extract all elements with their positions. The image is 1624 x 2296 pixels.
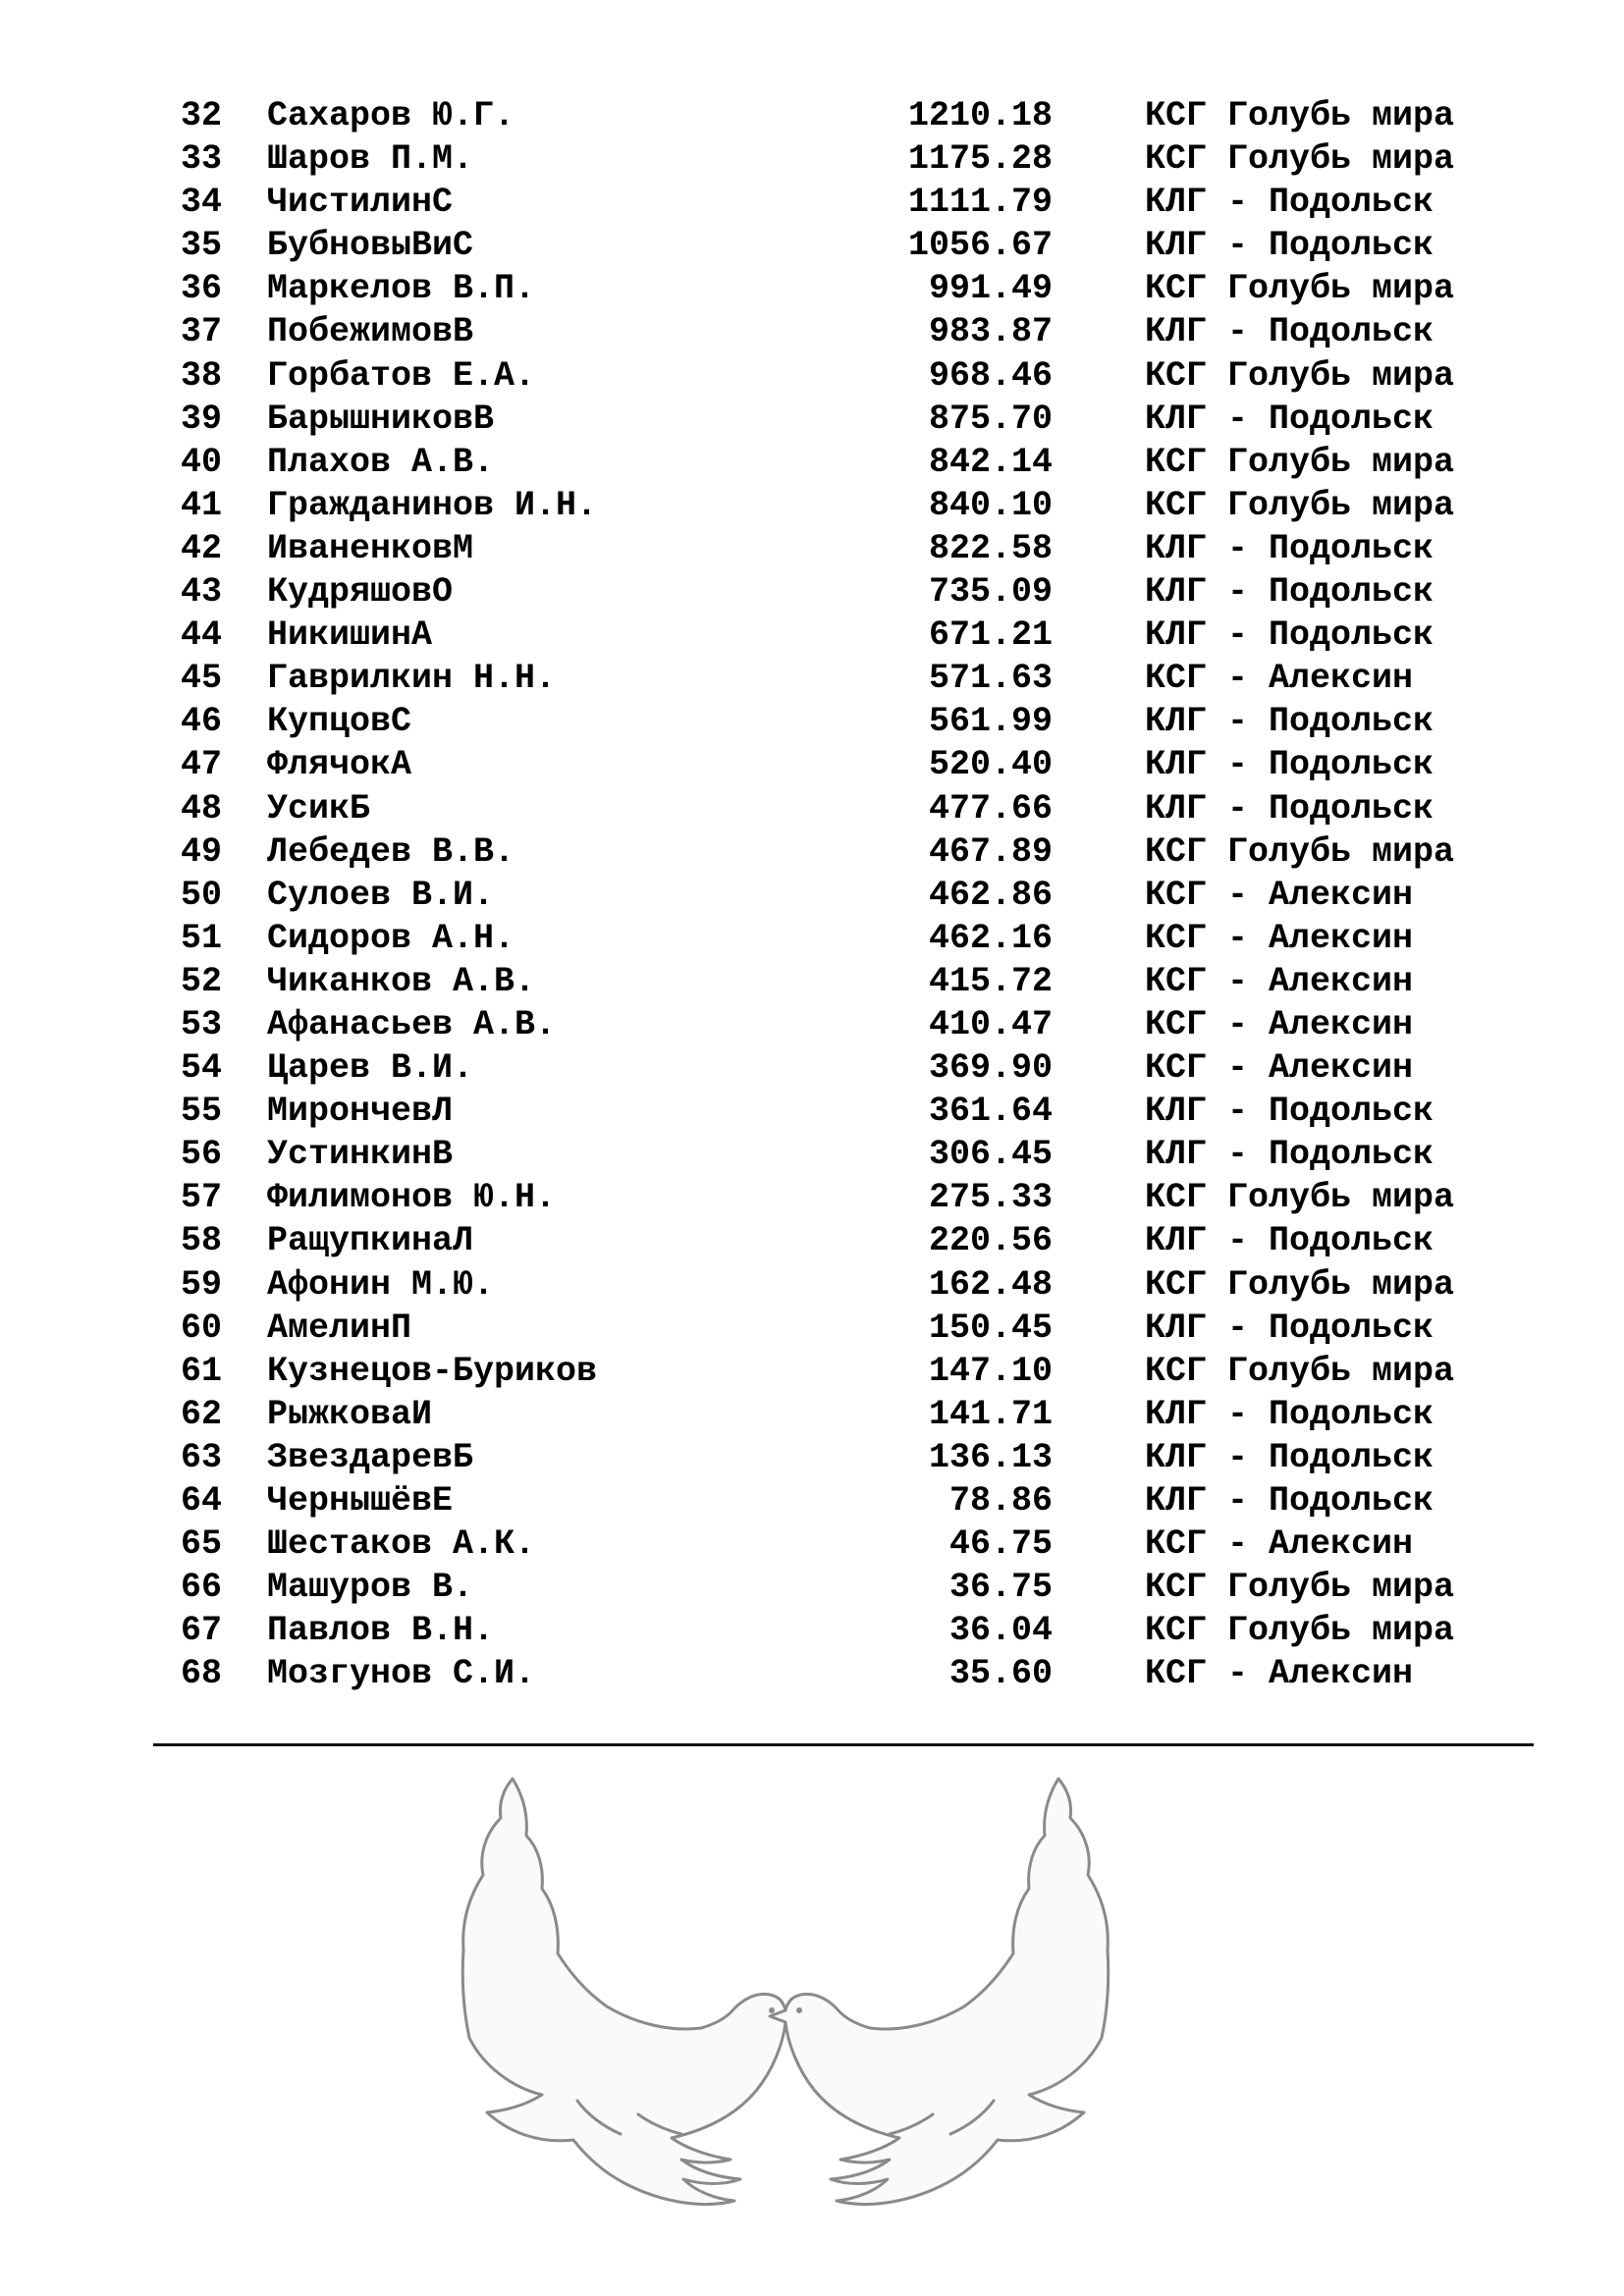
score-cell: 275.33 <box>928 1178 1053 1218</box>
table-row <box>0 310 1624 353</box>
club-cell: КСГ Голубь мира <box>1145 1178 1455 1218</box>
place-cell: 47 <box>180 745 222 785</box>
score-cell: 46.75 <box>948 1524 1053 1565</box>
table-row <box>0 398 1624 441</box>
name-cell: Шестаков А.К. <box>267 1524 536 1565</box>
name-cell: ЧистилинС <box>267 183 454 223</box>
club-cell: КСГ Голубь мира <box>1145 355 1455 396</box>
place-cell: 62 <box>180 1394 222 1434</box>
name-cell: БубновыВиС <box>267 226 474 266</box>
club-cell: КЛГ - Подольск <box>1145 1221 1435 1261</box>
place-cell: 68 <box>180 1654 222 1694</box>
place-cell: 61 <box>180 1351 222 1391</box>
table-row <box>0 1393 1624 1436</box>
place-cell: 35 <box>180 226 222 266</box>
place-cell: 42 <box>180 528 222 568</box>
name-cell: Машуров В. <box>267 1568 474 1608</box>
club-cell: КЛГ - Подольск <box>1145 572 1435 613</box>
table-row <box>0 1522 1624 1566</box>
club-cell: КЛГ - Подольск <box>1145 1437 1435 1477</box>
place-cell: 43 <box>180 572 222 613</box>
place-cell: 57 <box>180 1178 222 1218</box>
table-row <box>0 181 1624 224</box>
club-cell: КЛГ - Подольск <box>1145 1394 1435 1434</box>
place-cell: 32 <box>180 96 222 135</box>
score-cell: 462.86 <box>928 875 1053 915</box>
place-cell: 51 <box>180 918 222 958</box>
table-row <box>0 614 1624 657</box>
place-cell: 56 <box>180 1135 222 1175</box>
place-cell: 44 <box>180 615 222 656</box>
score-cell: 306.45 <box>928 1135 1053 1175</box>
place-cell: 48 <box>180 788 222 828</box>
table-row <box>0 484 1624 527</box>
club-cell: КЛГ - Подольск <box>1145 788 1435 828</box>
table-row <box>0 224 1624 267</box>
club-cell: КСГ - Алексин <box>1145 1048 1414 1089</box>
name-cell: Гаврилкин Н.Н. <box>267 659 557 699</box>
name-cell: УсикБ <box>267 788 371 828</box>
right-dove-icon <box>770 1779 1109 2205</box>
name-cell: Сахаров Ю.Г. <box>267 96 515 135</box>
table-row <box>0 137 1624 181</box>
two-doves-icon <box>440 1775 1131 2234</box>
table-row <box>0 527 1624 570</box>
table-row <box>0 960 1624 1003</box>
name-cell: Кузнецов-Буриков <box>267 1351 598 1391</box>
score-cell: 571.63 <box>928 659 1053 699</box>
table-row <box>0 917 1624 960</box>
place-cell: 59 <box>180 1264 222 1305</box>
score-cell: 477.66 <box>928 788 1053 828</box>
place-cell: 65 <box>180 1524 222 1565</box>
name-cell: Афонин М.Ю. <box>267 1264 495 1305</box>
score-cell: 361.64 <box>928 1092 1053 1132</box>
place-cell: 66 <box>180 1568 222 1608</box>
score-cell: 147.10 <box>928 1351 1053 1391</box>
table-row <box>0 94 1624 137</box>
place-cell: 54 <box>180 1048 222 1089</box>
score-cell: 968.46 <box>928 355 1053 396</box>
club-cell: КСГ Голубь мира <box>1145 1351 1455 1391</box>
place-cell: 55 <box>180 1092 222 1132</box>
name-cell: ИваненковМ <box>267 528 474 568</box>
score-cell: 840.10 <box>928 485 1053 525</box>
club-cell: КСГ - Алексин <box>1145 875 1414 915</box>
name-cell: Сулоев В.И. <box>267 875 495 915</box>
club-cell: КСГ Голубь мира <box>1145 269 1455 309</box>
table-row <box>0 743 1624 786</box>
place-cell: 45 <box>180 659 222 699</box>
score-cell: 735.09 <box>928 572 1053 613</box>
table-row <box>0 1176 1624 1219</box>
name-cell: Филимонов Ю.Н. <box>267 1178 557 1218</box>
table-row <box>0 1263 1624 1307</box>
table-row <box>0 1350 1624 1393</box>
name-cell: ЗвездаревБ <box>267 1437 474 1477</box>
name-cell: КупцовС <box>267 702 412 742</box>
score-cell: 1056.67 <box>907 226 1053 266</box>
club-cell: КСГ Голубь мира <box>1145 1568 1455 1608</box>
score-cell: 78.86 <box>948 1481 1053 1521</box>
table-row <box>0 1436 1624 1479</box>
club-cell: КЛГ - Подольск <box>1145 1481 1435 1521</box>
score-cell: 671.21 <box>928 615 1053 656</box>
place-cell: 60 <box>180 1308 222 1348</box>
table-row <box>0 1219 1624 1262</box>
club-cell: КСГ Голубь мира <box>1145 831 1455 872</box>
name-cell: УстинкинВ <box>267 1135 454 1175</box>
place-cell: 41 <box>180 485 222 525</box>
club-cell: КСГ Голубь мира <box>1145 485 1455 525</box>
club-cell: КСГ - Алексин <box>1145 1654 1414 1694</box>
club-cell: КСГ Голубь мира <box>1145 1264 1455 1305</box>
name-cell: Сидоров А.Н. <box>267 918 515 958</box>
table-row <box>0 1652 1624 1695</box>
place-cell: 38 <box>180 355 222 396</box>
club-cell: КЛГ - Подольск <box>1145 183 1435 223</box>
club-cell: КСГ Голубь мира <box>1145 1611 1455 1651</box>
place-cell: 36 <box>180 269 222 309</box>
name-cell: Лебедев В.В. <box>267 831 515 872</box>
place-cell: 52 <box>180 961 222 1001</box>
place-cell: 63 <box>180 1437 222 1477</box>
name-cell: Горбатов Е.А. <box>267 355 536 396</box>
score-cell: 410.47 <box>928 1004 1053 1044</box>
table-row <box>0 1090 1624 1133</box>
name-cell: РащупкинаЛ <box>267 1221 474 1261</box>
table-row <box>0 657 1624 700</box>
place-cell: 34 <box>180 183 222 223</box>
table-row <box>0 354 1624 398</box>
table-row <box>0 1609 1624 1652</box>
club-cell: КЛГ - Подольск <box>1145 1135 1435 1175</box>
divider-line <box>153 1743 1534 1746</box>
table-row <box>0 830 1624 874</box>
club-cell: КСГ Голубь мира <box>1145 139 1455 180</box>
name-cell: ФлячокА <box>267 745 412 785</box>
club-cell: КЛГ - Подольск <box>1145 745 1435 785</box>
results-table <box>0 94 1624 1695</box>
score-cell: 136.13 <box>928 1437 1053 1477</box>
club-cell: КСГ - Алексин <box>1145 1004 1414 1044</box>
club-cell: КСГ - Алексин <box>1145 961 1414 1001</box>
score-cell: 983.87 <box>928 312 1053 352</box>
club-cell: КСГ - Алексин <box>1145 659 1414 699</box>
score-cell: 822.58 <box>928 528 1053 568</box>
name-cell: МирончевЛ <box>267 1092 454 1132</box>
place-cell: 46 <box>180 702 222 742</box>
name-cell: Маркелов В.П. <box>267 269 536 309</box>
table-row <box>0 1307 1624 1350</box>
score-cell: 369.90 <box>928 1048 1053 1089</box>
place-cell: 39 <box>180 399 222 439</box>
score-cell: 220.56 <box>928 1221 1053 1261</box>
place-cell: 64 <box>180 1481 222 1521</box>
name-cell: АмелинП <box>267 1308 412 1348</box>
club-cell: КЛГ - Подольск <box>1145 702 1435 742</box>
score-cell: 1111.79 <box>907 183 1053 223</box>
place-cell: 58 <box>180 1221 222 1261</box>
table-row <box>0 441 1624 484</box>
score-cell: 467.89 <box>928 831 1053 872</box>
name-cell: Афанасьев А.В. <box>267 1004 557 1044</box>
name-cell: БарышниковВ <box>267 399 495 439</box>
name-cell: ЧернышёвЕ <box>267 1481 454 1521</box>
score-cell: 162.48 <box>928 1264 1053 1305</box>
score-cell: 561.99 <box>928 702 1053 742</box>
score-cell: 35.60 <box>948 1654 1053 1694</box>
place-cell: 40 <box>180 442 222 482</box>
left-dove-icon <box>462 1779 801 2205</box>
place-cell: 37 <box>180 312 222 352</box>
club-cell: КЛГ - Подольск <box>1145 1092 1435 1132</box>
name-cell: Павлов В.Н. <box>267 1611 495 1651</box>
club-cell: КСГ - Алексин <box>1145 918 1414 958</box>
name-cell: Плахов А.В. <box>267 442 495 482</box>
club-cell: КЛГ - Подольск <box>1145 399 1435 439</box>
club-cell: КЛГ - Подольск <box>1145 615 1435 656</box>
score-cell: 462.16 <box>928 918 1053 958</box>
score-cell: 842.14 <box>928 442 1053 482</box>
table-row <box>0 1566 1624 1609</box>
place-cell: 49 <box>180 831 222 872</box>
club-cell: КСГ Голубь мира <box>1145 96 1455 135</box>
club-cell: КЛГ - Подольск <box>1145 1308 1435 1348</box>
score-cell: 1210.18 <box>907 96 1053 135</box>
score-cell: 1175.28 <box>907 139 1053 180</box>
place-cell: 33 <box>180 139 222 180</box>
name-cell: Гражданинов И.Н. <box>267 485 598 525</box>
table-row <box>0 874 1624 917</box>
table-row <box>0 700 1624 743</box>
name-cell: Царев В.И. <box>267 1048 474 1089</box>
table-row <box>0 1133 1624 1176</box>
score-cell: 36.04 <box>948 1611 1053 1651</box>
club-cell: КЛГ - Подольск <box>1145 226 1435 266</box>
place-cell: 50 <box>180 875 222 915</box>
score-cell: 141.71 <box>928 1394 1053 1434</box>
score-cell: 520.40 <box>928 745 1053 785</box>
table-row <box>0 1003 1624 1046</box>
name-cell: Мозгунов С.И. <box>267 1654 536 1694</box>
place-cell: 67 <box>180 1611 222 1651</box>
place-cell: 53 <box>180 1004 222 1044</box>
name-cell: КудряшовО <box>267 572 454 613</box>
table-row <box>0 267 1624 310</box>
name-cell: НикишинА <box>267 615 433 656</box>
club-cell: КЛГ - Подольск <box>1145 528 1435 568</box>
club-cell: КЛГ - Подольск <box>1145 312 1435 352</box>
table-row <box>0 570 1624 614</box>
table-row <box>0 787 1624 830</box>
score-cell: 991.49 <box>928 269 1053 309</box>
name-cell: ПобежимовВ <box>267 312 474 352</box>
table-row <box>0 1479 1624 1522</box>
name-cell: РыжковаИ <box>267 1394 433 1434</box>
name-cell: Шаров П.М. <box>267 139 474 180</box>
club-cell: КСГ - Алексин <box>1145 1524 1414 1565</box>
name-cell: Чиканков А.В. <box>267 961 536 1001</box>
table-row <box>0 1046 1624 1090</box>
club-cell: КСГ Голубь мира <box>1145 442 1455 482</box>
score-cell: 875.70 <box>928 399 1053 439</box>
score-cell: 415.72 <box>928 961 1053 1001</box>
score-cell: 150.45 <box>928 1308 1053 1348</box>
score-cell: 36.75 <box>948 1568 1053 1608</box>
